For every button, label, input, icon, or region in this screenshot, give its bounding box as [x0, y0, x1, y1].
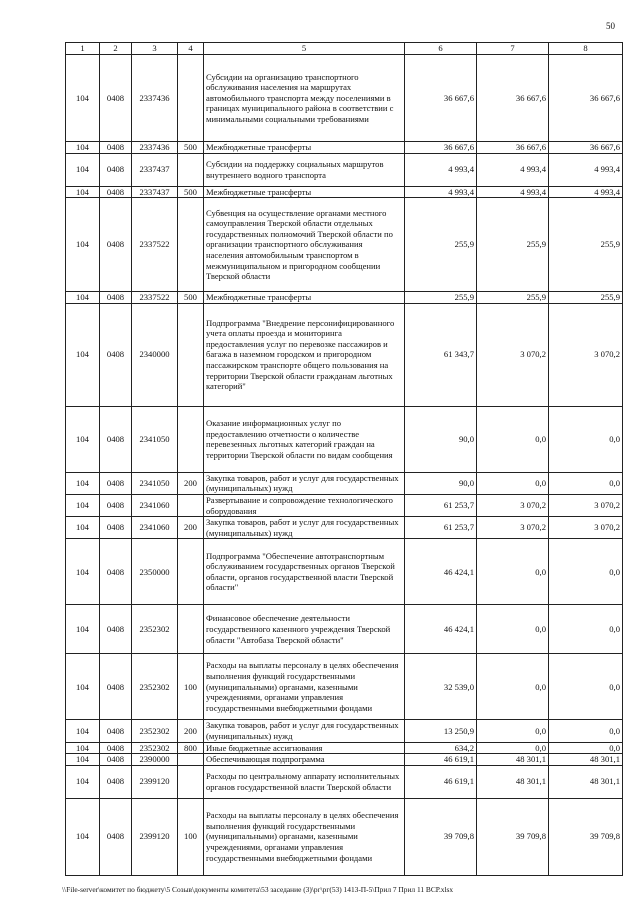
admin-code-cell: 104 — [66, 517, 100, 539]
column-header: 3 — [132, 43, 178, 55]
section-code-cell: 0408 — [100, 720, 132, 742]
expense-type-cell — [178, 605, 204, 654]
target-article-cell: 2337437 — [132, 186, 178, 198]
amount-col6-cell: 46 619,1 — [405, 754, 477, 766]
admin-code-cell: 104 — [66, 654, 100, 720]
table-body — [66, 55, 623, 876]
target-article-cell: 2352302 — [132, 742, 178, 754]
admin-code-cell: 104 — [66, 153, 100, 186]
admin-code-cell: 104 — [66, 539, 100, 605]
target-article-cell: 2350000 — [132, 539, 178, 605]
amount-col8-cell: 36 667,6 — [549, 55, 623, 142]
table-row — [66, 720, 623, 742]
description-cell: Расходы на выплаты персоналу в целях обеспечения выполнения функций государственными (муниципальными) органами, казенными учреждениями, органами управления государственными внебюджетными фондами — [204, 654, 405, 720]
table-row — [66, 303, 623, 406]
description-cell: Обеспечивающая подпрограмма — [204, 754, 405, 766]
column-header: 6 — [405, 43, 477, 55]
table-row — [66, 186, 623, 198]
amount-col7-cell: 4 993,4 — [477, 186, 549, 198]
description-cell: Субсидии на организацию транспортного обслуживания населения на маршрутах автомобильного транспорта между поселениями в границах муниципального района в соответствии с минимальными социальными требованиями — [204, 55, 405, 142]
amount-col8-cell: 255,9 — [549, 292, 623, 304]
expense-type-cell — [178, 754, 204, 766]
amount-col8-cell: 39 709,8 — [549, 798, 623, 875]
amount-col6-cell: 36 667,6 — [405, 55, 477, 142]
amount-col6-cell: 46 619,1 — [405, 765, 477, 798]
table-row — [66, 654, 623, 720]
description-cell: Субвенция на осуществление органами местного самоуправления Тверской области отдельных государственных полномочий Тверской области по организации транспортного обслуживания населения автомобильным транспортом в межмуниципальном и пригородном сообщении Тверской области — [204, 198, 405, 292]
table-row — [66, 765, 623, 798]
expense-type-cell: 800 — [178, 742, 204, 754]
section-code-cell: 0408 — [100, 798, 132, 875]
section-code-cell: 0408 — [100, 292, 132, 304]
amount-col7-cell: 3 070,2 — [477, 517, 549, 539]
amount-col8-cell: 3 070,2 — [549, 494, 623, 516]
table-row — [66, 55, 623, 142]
amount-col6-cell: 255,9 — [405, 198, 477, 292]
admin-code-cell: 104 — [66, 142, 100, 154]
expense-type-cell — [178, 539, 204, 605]
table-row — [66, 406, 623, 472]
description-cell: Субсидии на поддержку социальных маршрутов внутреннего водного транспорта — [204, 153, 405, 186]
amount-col7-cell: 36 667,6 — [477, 142, 549, 154]
table-row — [66, 539, 623, 605]
expense-type-cell: 500 — [178, 186, 204, 198]
table-row — [66, 605, 623, 654]
amount-col7-cell: 0,0 — [477, 654, 549, 720]
target-article-cell: 2337436 — [132, 142, 178, 154]
target-article-cell: 2352302 — [132, 720, 178, 742]
amount-col7-cell: 48 301,1 — [477, 765, 549, 798]
budget-table — [65, 42, 623, 876]
expense-type-cell — [178, 198, 204, 292]
description-cell: Оказание информационных услуг по предоставлению отчетности о количестве перевезенных льготных категорий граждан на территории Тверской области по видам сообщения — [204, 406, 405, 472]
amount-col7-cell: 39 709,8 — [477, 798, 549, 875]
amount-col8-cell: 48 301,1 — [549, 765, 623, 798]
description-cell: Межбюджетные трансферты — [204, 292, 405, 304]
amount-col8-cell: 255,9 — [549, 198, 623, 292]
target-article-cell: 2399120 — [132, 798, 178, 875]
amount-col7-cell: 255,9 — [477, 292, 549, 304]
section-code-cell: 0408 — [100, 142, 132, 154]
section-code-cell: 0408 — [100, 186, 132, 198]
amount-col8-cell: 4 993,4 — [549, 153, 623, 186]
table-row — [66, 754, 623, 766]
amount-col6-cell: 4 993,4 — [405, 153, 477, 186]
target-article-cell: 2390000 — [132, 754, 178, 766]
target-article-cell: 2340000 — [132, 303, 178, 406]
target-article-cell: 2337437 — [132, 153, 178, 186]
page-number: 50 — [606, 21, 615, 31]
table-row — [66, 517, 623, 539]
description-cell: Иные бюджетные ассигнования — [204, 742, 405, 754]
expense-type-cell — [178, 406, 204, 472]
amount-col8-cell: 48 301,1 — [549, 754, 623, 766]
target-article-cell: 2399120 — [132, 765, 178, 798]
amount-col7-cell: 0,0 — [477, 406, 549, 472]
expense-type-cell: 200 — [178, 720, 204, 742]
admin-code-cell: 104 — [66, 406, 100, 472]
amount-col7-cell: 0,0 — [477, 720, 549, 742]
amount-col6-cell: 90,0 — [405, 406, 477, 472]
amount-col7-cell: 255,9 — [477, 198, 549, 292]
column-header: 2 — [100, 43, 132, 55]
target-article-cell: 2352302 — [132, 605, 178, 654]
amount-col6-cell: 90,0 — [405, 472, 477, 494]
amount-col8-cell: 36 667,6 — [549, 142, 623, 154]
table-row — [66, 142, 623, 154]
section-code-cell: 0408 — [100, 406, 132, 472]
section-code-cell: 0408 — [100, 742, 132, 754]
section-code-cell: 0408 — [100, 539, 132, 605]
description-cell: Развертывание и сопровождение технологического оборудования — [204, 494, 405, 516]
amount-col7-cell: 0,0 — [477, 742, 549, 754]
file-path-footer: \\File-server\комитет по бюджету\5 Созыв\документы комитета\53 заседание (3)\рг\рг(53) 1413-П-5\Прил 7 Прил 11 ВСР.xlsx — [62, 885, 454, 894]
expense-type-cell — [178, 765, 204, 798]
amount-col7-cell: 3 070,2 — [477, 494, 549, 516]
table-row — [66, 153, 623, 186]
section-code-cell: 0408 — [100, 55, 132, 142]
column-header: 7 — [477, 43, 549, 55]
amount-col6-cell: 4 993,4 — [405, 186, 477, 198]
amount-col6-cell: 61 253,7 — [405, 494, 477, 516]
description-cell: Расходы на выплаты персоналу в целях обеспечения выполнения функций государственными (муниципальными) органами, казенными учреждениями, органами управления государственными внебюджетными фондами — [204, 798, 405, 875]
section-code-cell: 0408 — [100, 153, 132, 186]
admin-code-cell: 104 — [66, 303, 100, 406]
amount-col8-cell: 0,0 — [549, 472, 623, 494]
amount-col8-cell: 0,0 — [549, 539, 623, 605]
section-code-cell: 0408 — [100, 198, 132, 292]
admin-code-cell: 104 — [66, 754, 100, 766]
description-cell: Закупка товаров, работ и услуг для государственных (муниципальных) нужд — [204, 720, 405, 742]
target-article-cell: 2337522 — [132, 292, 178, 304]
admin-code-cell: 104 — [66, 198, 100, 292]
amount-col8-cell: 0,0 — [549, 605, 623, 654]
admin-code-cell: 104 — [66, 742, 100, 754]
amount-col7-cell: 48 301,1 — [477, 754, 549, 766]
description-cell: Подпрограмма "Внедрение персонифицированного учета оплаты проезда и мониторинга предоставления услуг по перевозке пассажиров и багажа в наземном городском и пригородном пассажирском транспорте общего пользования на территории Тверской области гражданам льготных категорий" — [204, 303, 405, 406]
table-row — [66, 472, 623, 494]
amount-col6-cell: 634,2 — [405, 742, 477, 754]
table-row — [66, 742, 623, 754]
amount-col7-cell: 36 667,6 — [477, 55, 549, 142]
admin-code-cell: 104 — [66, 720, 100, 742]
amount-col6-cell: 36 667,6 — [405, 142, 477, 154]
column-header: 4 — [178, 43, 204, 55]
amount-col7-cell: 3 070,2 — [477, 303, 549, 406]
amount-col7-cell: 4 993,4 — [477, 153, 549, 186]
column-header: 5 — [204, 43, 405, 55]
admin-code-cell: 104 — [66, 292, 100, 304]
section-code-cell: 0408 — [100, 472, 132, 494]
amount-col6-cell: 13 250,9 — [405, 720, 477, 742]
amount-col8-cell: 0,0 — [549, 720, 623, 742]
target-article-cell: 2337522 — [132, 198, 178, 292]
amount-col6-cell: 46 424,1 — [405, 539, 477, 605]
amount-col6-cell: 32 539,0 — [405, 654, 477, 720]
description-cell: Межбюджетные трансферты — [204, 142, 405, 154]
description-cell: Межбюджетные трансферты — [204, 186, 405, 198]
expense-type-cell: 200 — [178, 517, 204, 539]
amount-col6-cell: 61 253,7 — [405, 517, 477, 539]
admin-code-cell: 104 — [66, 186, 100, 198]
amount-col6-cell: 61 343,7 — [405, 303, 477, 406]
target-article-cell: 2341050 — [132, 472, 178, 494]
admin-code-cell: 104 — [66, 494, 100, 516]
admin-code-cell: 104 — [66, 765, 100, 798]
amount-col8-cell: 3 070,2 — [549, 303, 623, 406]
admin-code-cell: 104 — [66, 605, 100, 654]
section-code-cell: 0408 — [100, 754, 132, 766]
expense-type-cell: 100 — [178, 798, 204, 875]
expense-type-cell: 500 — [178, 292, 204, 304]
expense-type-cell — [178, 303, 204, 406]
section-code-cell: 0408 — [100, 303, 132, 406]
header-row — [66, 43, 623, 55]
target-article-cell: 2341050 — [132, 406, 178, 472]
expense-type-cell: 200 — [178, 472, 204, 494]
amount-col8-cell: 0,0 — [549, 406, 623, 472]
column-header: 8 — [549, 43, 623, 55]
table-row — [66, 798, 623, 875]
section-code-cell: 0408 — [100, 494, 132, 516]
expense-type-cell: 500 — [178, 142, 204, 154]
description-cell: Финансовое обеспечение деятельности государственного казенного учреждения Тверской области "Автобаза Тверской области" — [204, 605, 405, 654]
section-code-cell: 0408 — [100, 765, 132, 798]
expense-type-cell — [178, 153, 204, 186]
amount-col6-cell: 46 424,1 — [405, 605, 477, 654]
expense-type-cell — [178, 55, 204, 142]
admin-code-cell: 104 — [66, 472, 100, 494]
section-code-cell: 0408 — [100, 517, 132, 539]
admin-code-cell: 104 — [66, 798, 100, 875]
description-cell: Закупка товаров, работ и услуг для государственных (муниципальных) нужд — [204, 472, 405, 494]
column-header: 1 — [66, 43, 100, 55]
amount-col6-cell: 39 709,8 — [405, 798, 477, 875]
target-article-cell: 2341060 — [132, 494, 178, 516]
table-row — [66, 494, 623, 516]
amount-col6-cell: 255,9 — [405, 292, 477, 304]
expense-type-cell: 100 — [178, 654, 204, 720]
target-article-cell: 2341060 — [132, 517, 178, 539]
amount-col7-cell: 0,0 — [477, 539, 549, 605]
description-cell: Расходы по центральному аппарату исполнительных органов государственной власти Тверской области — [204, 765, 405, 798]
target-article-cell: 2352302 — [132, 654, 178, 720]
expense-type-cell — [178, 494, 204, 516]
amount-col7-cell: 0,0 — [477, 605, 549, 654]
section-code-cell: 0408 — [100, 654, 132, 720]
amount-col8-cell: 4 993,4 — [549, 186, 623, 198]
amount-col8-cell: 3 070,2 — [549, 517, 623, 539]
amount-col8-cell: 0,0 — [549, 742, 623, 754]
description-cell: Подпрограмма "Обеспечение автотранспортным обслуживанием государственных органов Тверской области, органов государственной власти Тверской области" — [204, 539, 405, 605]
target-article-cell: 2337436 — [132, 55, 178, 142]
amount-col7-cell: 0,0 — [477, 472, 549, 494]
table-row — [66, 292, 623, 304]
description-cell: Закупка товаров, работ и услуг для государственных (муниципальных) нужд — [204, 517, 405, 539]
admin-code-cell: 104 — [66, 55, 100, 142]
amount-col8-cell: 0,0 — [549, 654, 623, 720]
section-code-cell: 0408 — [100, 605, 132, 654]
table-row — [66, 198, 623, 292]
